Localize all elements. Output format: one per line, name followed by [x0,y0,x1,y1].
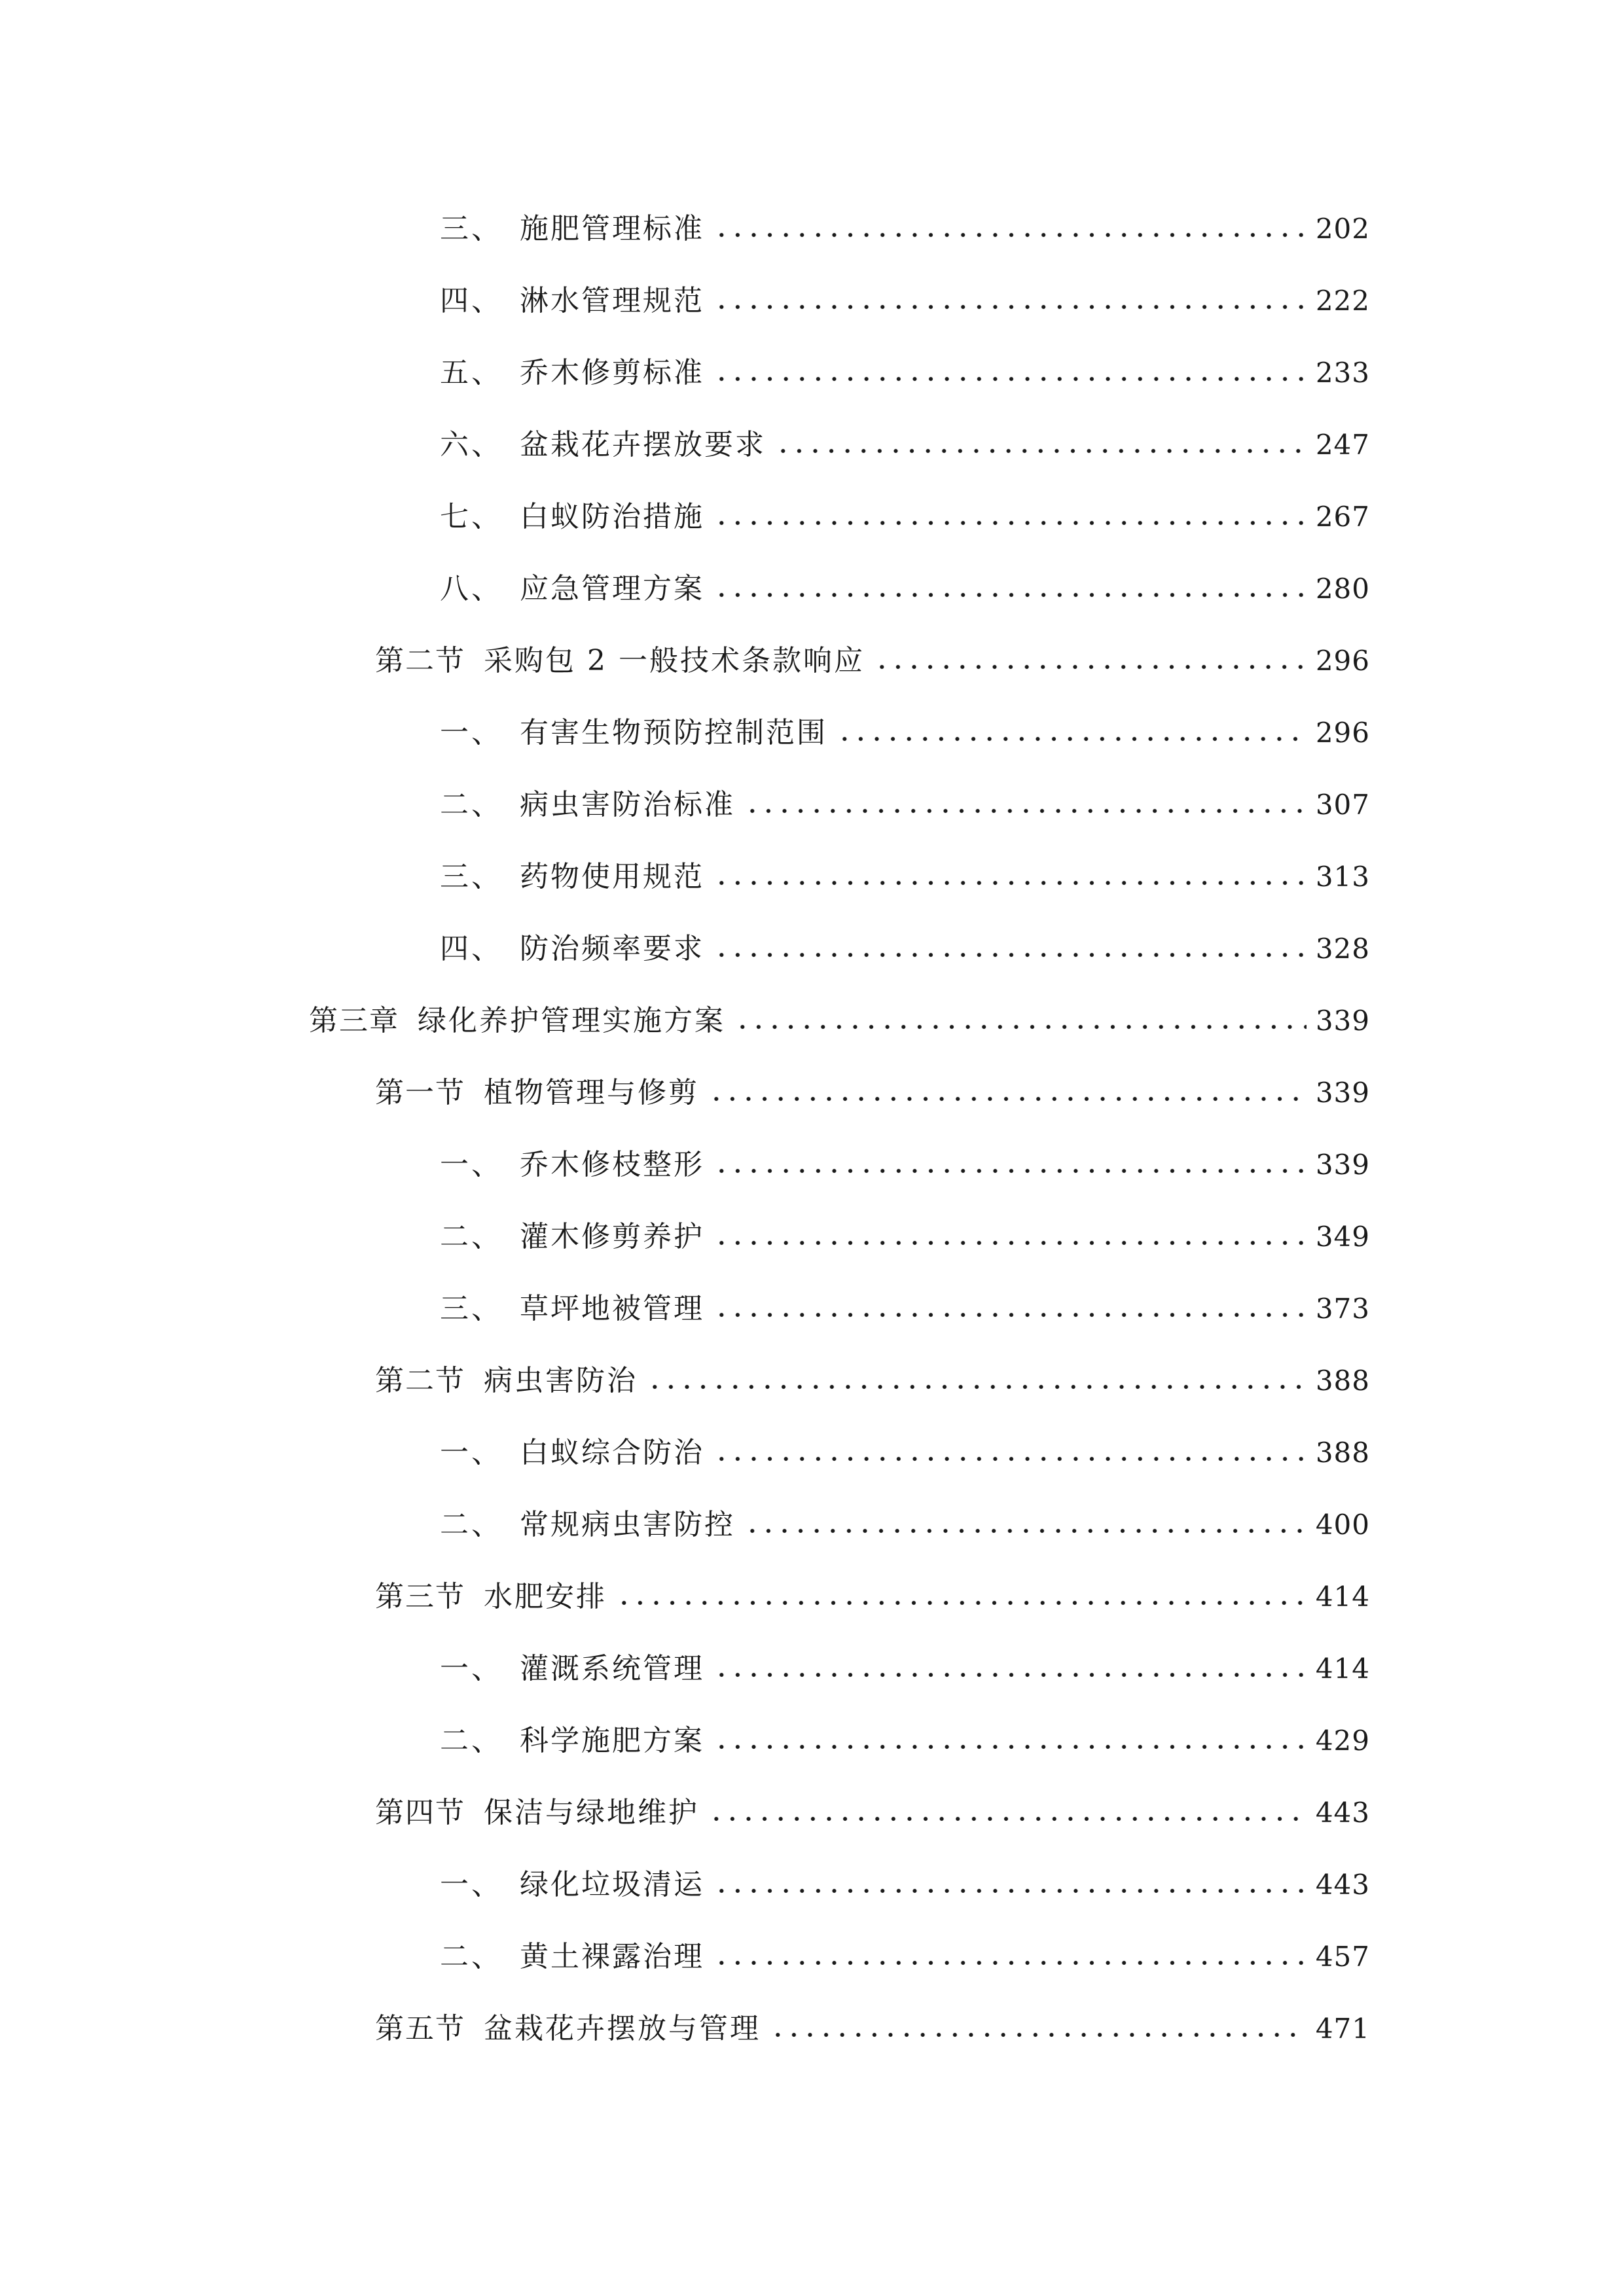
toc-entry[interactable] [440,1420,1370,1473]
toc-entry-title: 水肥安排 [484,1580,607,1613]
toc-entry-title: 有害生物预防控制范围 [520,716,827,749]
dot-leader [775,446,1307,456]
dot-leader [713,1454,1307,1463]
dot-leader [713,1742,1307,1751]
toc-entry-title: 植物管理与修剪 [484,1076,699,1109]
toc-entry-title: 应急管理方案 [520,572,704,605]
dot-leader [713,1310,1307,1319]
toc-entry-page: 388 [1315,1437,1370,1469]
dot-leader [713,878,1307,888]
toc-entry[interactable] [440,916,1370,969]
toc-entry-page: 349 [1315,1221,1370,1253]
dot-leader [713,1958,1307,1967]
toc-entry-page: 222 [1315,285,1370,317]
toc-entry-page: 443 [1315,1869,1370,1901]
toc-entry[interactable] [440,700,1370,753]
dot-leader [837,734,1307,744]
toc-entry-page: 233 [1315,357,1370,389]
dot-leader [713,1166,1307,1175]
toc-entry-number: 第四节 [375,1796,465,1829]
toc-entry[interactable] [440,1708,1370,1761]
toc-entry[interactable] [440,772,1370,825]
dot-leader [616,1598,1307,1607]
toc-entry-number: 六、 [440,428,503,461]
dot-leader [647,1382,1307,1391]
dot-leader [708,1094,1307,1103]
toc-entry-title: 绿化垃圾清运 [520,1868,704,1901]
toc-entry[interactable] [440,196,1370,249]
dot-leader [744,1526,1307,1535]
toc-entry-page: 307 [1315,789,1370,821]
toc-entry-page: 339 [1315,1077,1370,1109]
toc-entry-number: 第五节 [375,2012,465,2045]
toc-entry-page: 202 [1315,213,1370,245]
toc-entry-title: 盆栽花卉摆放要求 [520,428,766,461]
dot-leader [744,806,1307,816]
toc-entry-number: 第三节 [375,1580,465,1613]
toc-entry-page: 373 [1315,1293,1370,1325]
toc-entry[interactable] [440,556,1370,609]
toc-entry-page: 443 [1315,1797,1370,1829]
toc-entry[interactable] [375,628,1370,681]
dot-leader [713,374,1307,384]
toc-entry-page: 414 [1315,1653,1370,1685]
toc-entry-title: 盆栽花卉摆放与管理 [484,2012,761,2045]
toc-entry-page: 388 [1315,1365,1370,1397]
toc-entry-number: 第一节 [375,1076,465,1109]
toc-entry-number: 二、 [440,1940,503,1973]
toc-entry-title: 黄土裸露治理 [520,1940,704,1973]
toc-entry-number: 四、 [440,932,503,965]
toc-entry-number: 八、 [440,572,503,605]
toc-entry-title: 病虫害防治标准 [520,788,735,821]
toc-entry[interactable] [440,340,1370,393]
dot-leader [713,1670,1307,1679]
dot-leader [713,302,1307,312]
dot-leader [770,2030,1307,2039]
toc-entry-page: 267 [1315,501,1370,533]
toc-entry-title: 绿化养护管理实施方案 [418,1004,725,1037]
dot-leader [713,950,1307,960]
toc-entry-title: 保洁与绿地维护 [484,1796,699,1829]
toc-entry[interactable] [440,1636,1370,1689]
toc-entry[interactable] [440,1276,1370,1329]
toc-entry-page: 457 [1315,1941,1370,1973]
dot-leader [874,662,1307,672]
dot-leader [713,590,1307,600]
toc-entry-title: 药物使用规范 [520,860,704,893]
toc-entry-title: 施肥管理标准 [520,212,704,245]
dot-leader [713,230,1307,240]
toc-entry-title: 白蚁综合防治 [520,1436,704,1469]
toc-entry-title: 灌溉系统管理 [520,1652,704,1685]
toc-entry-number: 三、 [440,1292,503,1325]
toc-entry-number: 五、 [440,356,503,389]
dot-leader [713,518,1307,528]
toc-entry-page: 339 [1315,1149,1370,1181]
dot-leader [713,1238,1307,1247]
toc-entry[interactable] [440,268,1370,321]
toc-entry-page: 400 [1315,1509,1370,1541]
toc-entry-page: 247 [1315,429,1370,461]
toc-entry[interactable] [375,1996,1370,2049]
toc-entry-page: 296 [1315,645,1370,677]
toc-entry-number: 一、 [440,716,503,749]
toc-entry-number: 三、 [440,860,503,893]
toc-entry-title: 淋水管理规范 [520,284,704,317]
toc-entry-page: 414 [1315,1581,1370,1613]
dot-leader [708,1814,1307,1823]
toc-entry-number: 一、 [440,1652,503,1685]
toc-entry-page: 280 [1315,573,1370,605]
toc-entry-title: 防治频率要求 [520,932,704,965]
toc-entry[interactable] [440,1492,1370,1545]
toc-entry[interactable] [440,1852,1370,1905]
toc-entry-title: 常规病虫害防控 [520,1508,735,1541]
toc-entry-page: 429 [1315,1725,1370,1757]
toc-entry-number: 一、 [440,1868,503,1901]
toc-entry-number: 二、 [440,1508,503,1541]
toc-entry-title: 乔木修剪标准 [520,356,704,389]
toc-entry-number: 第二节 [375,1364,465,1397]
toc-entry[interactable] [440,1924,1370,1977]
toc-entry-number: 第三章 [309,1004,399,1037]
toc-entry-number: 四、 [440,284,503,317]
toc-entry-number: 二、 [440,1220,503,1253]
toc-entry[interactable] [375,1060,1370,1113]
toc-entry-number: 一、 [440,1148,503,1181]
toc-entry[interactable] [375,1348,1370,1401]
toc-entry-number: 二、 [440,1724,503,1757]
toc-entry-number: 一、 [440,1436,503,1469]
toc-entry-title: 白蚁防治措施 [520,500,704,533]
dot-leader [713,1886,1307,1895]
toc-entry-title: 采购包 2 一般技术条款响应 [484,644,865,677]
toc-entry-page: 328 [1315,933,1370,965]
toc-entry-page: 471 [1315,2013,1370,2045]
toc-entry-page: 313 [1315,861,1370,893]
toc-entry-number: 七、 [440,500,503,533]
toc-entry-title: 病虫害防治 [484,1364,638,1397]
dot-leader [734,1022,1307,1031]
toc-entry-title: 乔木修枝整形 [520,1148,704,1181]
toc-entry[interactable] [440,412,1370,465]
toc-entry-title: 科学施肥方案 [520,1724,704,1757]
toc-entry[interactable] [440,1132,1370,1185]
toc-entry-title: 草坪地被管理 [520,1292,704,1325]
toc-entry-title: 灌木修剪养护 [520,1220,704,1253]
toc-entry[interactable] [309,988,1370,1041]
toc-entry[interactable] [440,844,1370,897]
toc-entry[interactable] [440,484,1370,537]
toc-entry[interactable] [375,1564,1370,1617]
toc-entry-number: 第二节 [375,644,465,677]
toc-entry-number: 二、 [440,788,503,821]
toc-entry[interactable] [375,1780,1370,1833]
toc-entry-page: 296 [1315,717,1370,749]
toc-entry-page: 339 [1315,1005,1370,1037]
toc-entry-number: 三、 [440,212,503,245]
toc-entry[interactable] [440,1204,1370,1257]
